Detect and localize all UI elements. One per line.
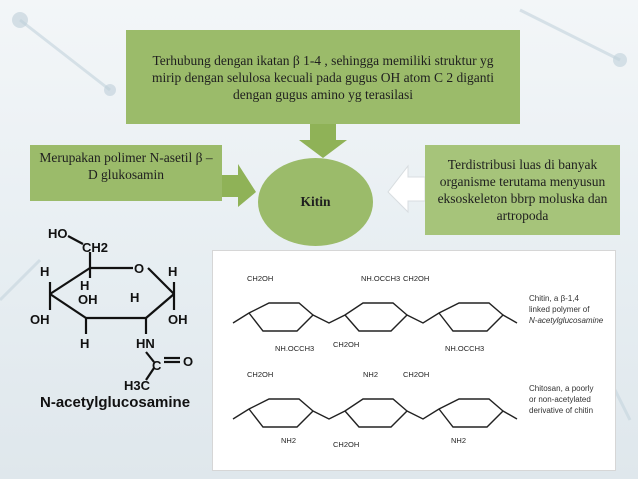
nag-label-h3c: H3C: [124, 378, 151, 393]
nag-label-o-ring: O: [134, 261, 145, 276]
nag-structure: [28, 222, 218, 394]
nag-label-ch2: CH2: [82, 240, 109, 255]
nag-label-h2: H: [168, 264, 178, 279]
chitosan-desc-line-3: derivative of chitin: [529, 406, 594, 415]
arrow-left: [388, 166, 425, 212]
nag-label-o-carbonyl: O: [183, 354, 194, 369]
center-node-label: Kitin: [300, 194, 331, 209]
chitin-desc-line-3: N-acetylglucosamine: [529, 316, 604, 325]
chitin-label-ch2oh-b: CH2OH: [333, 340, 360, 349]
chitosan-label-ch2oh-b: CH2OH: [333, 440, 360, 449]
left-info-box: [30, 145, 222, 201]
right-info-box: [425, 145, 620, 235]
nag-label-h-inner: H: [130, 290, 140, 305]
nag-label-h1: H: [40, 264, 50, 279]
chitosan-desc-line-2: or non-acetylated: [529, 395, 591, 404]
top-info-text: Terhubung dengan ikatan β 1-4 , sehingga memiliki struktur yg mirip dengan selulosa kecuali pada gugus OH atom C 2 diganti dengan gugus amino yg terasilasi: [152, 52, 494, 102]
left-info-text: Merupakan polimer N-asetil β – D glukosamin: [39, 150, 213, 182]
arrow-right: [222, 164, 256, 207]
chitosan-label-nh2-a: NH2: [281, 436, 297, 445]
nag-label-hn: HN: [136, 336, 155, 351]
nag-label-h3: H: [80, 278, 90, 293]
arrow-down: [299, 124, 347, 158]
nag-label-oh-right: OH: [168, 312, 188, 327]
chitin-chitosan-panel: [212, 250, 616, 471]
chitosan-label-ch2oh-a: CH2OH: [247, 370, 274, 379]
chitin-desc-line-2: linked polymer of: [529, 305, 590, 314]
chitin-desc-line-1: Chitin, a β-1,4: [529, 294, 579, 303]
nag-label-h-bottom: H: [80, 336, 90, 351]
chitosan-desc-line-1: Chitosan, a poorly: [529, 384, 594, 393]
nag-label-ho: HO: [48, 226, 68, 241]
chitin-label-nhocch3-b: NH.OCCH3: [361, 274, 401, 283]
nag-label-oh-inner: OH: [78, 292, 98, 307]
chitin-label-nhocch3-c: NH.OCCH3: [445, 344, 485, 353]
polymer-structures: [213, 251, 615, 470]
right-info-text: Terdistribusi luas di banyak organisme terutama menyusun eksoskeleton bbrp moluska dan artropoda: [437, 157, 608, 223]
chitosan-label-nh2-b: NH2: [363, 370, 379, 379]
chitin-label-ch2oh-a: CH2OH: [247, 274, 274, 283]
top-info-box: [126, 30, 520, 124]
center-node-kitin: [258, 158, 373, 246]
chitin-label-nhocch3-a: NH.OCCH3: [275, 344, 315, 353]
chitin-label-ch2oh-c: CH2OH: [403, 274, 430, 283]
chitosan-label-nh2-c: NH2: [451, 436, 467, 445]
nag-label-c: C: [152, 358, 162, 373]
chitosan-label-ch2oh-c: CH2OH: [403, 370, 430, 379]
nag-caption: N-acetylglucosamine: [40, 394, 191, 411]
nag-label-oh-left: OH: [30, 312, 50, 327]
